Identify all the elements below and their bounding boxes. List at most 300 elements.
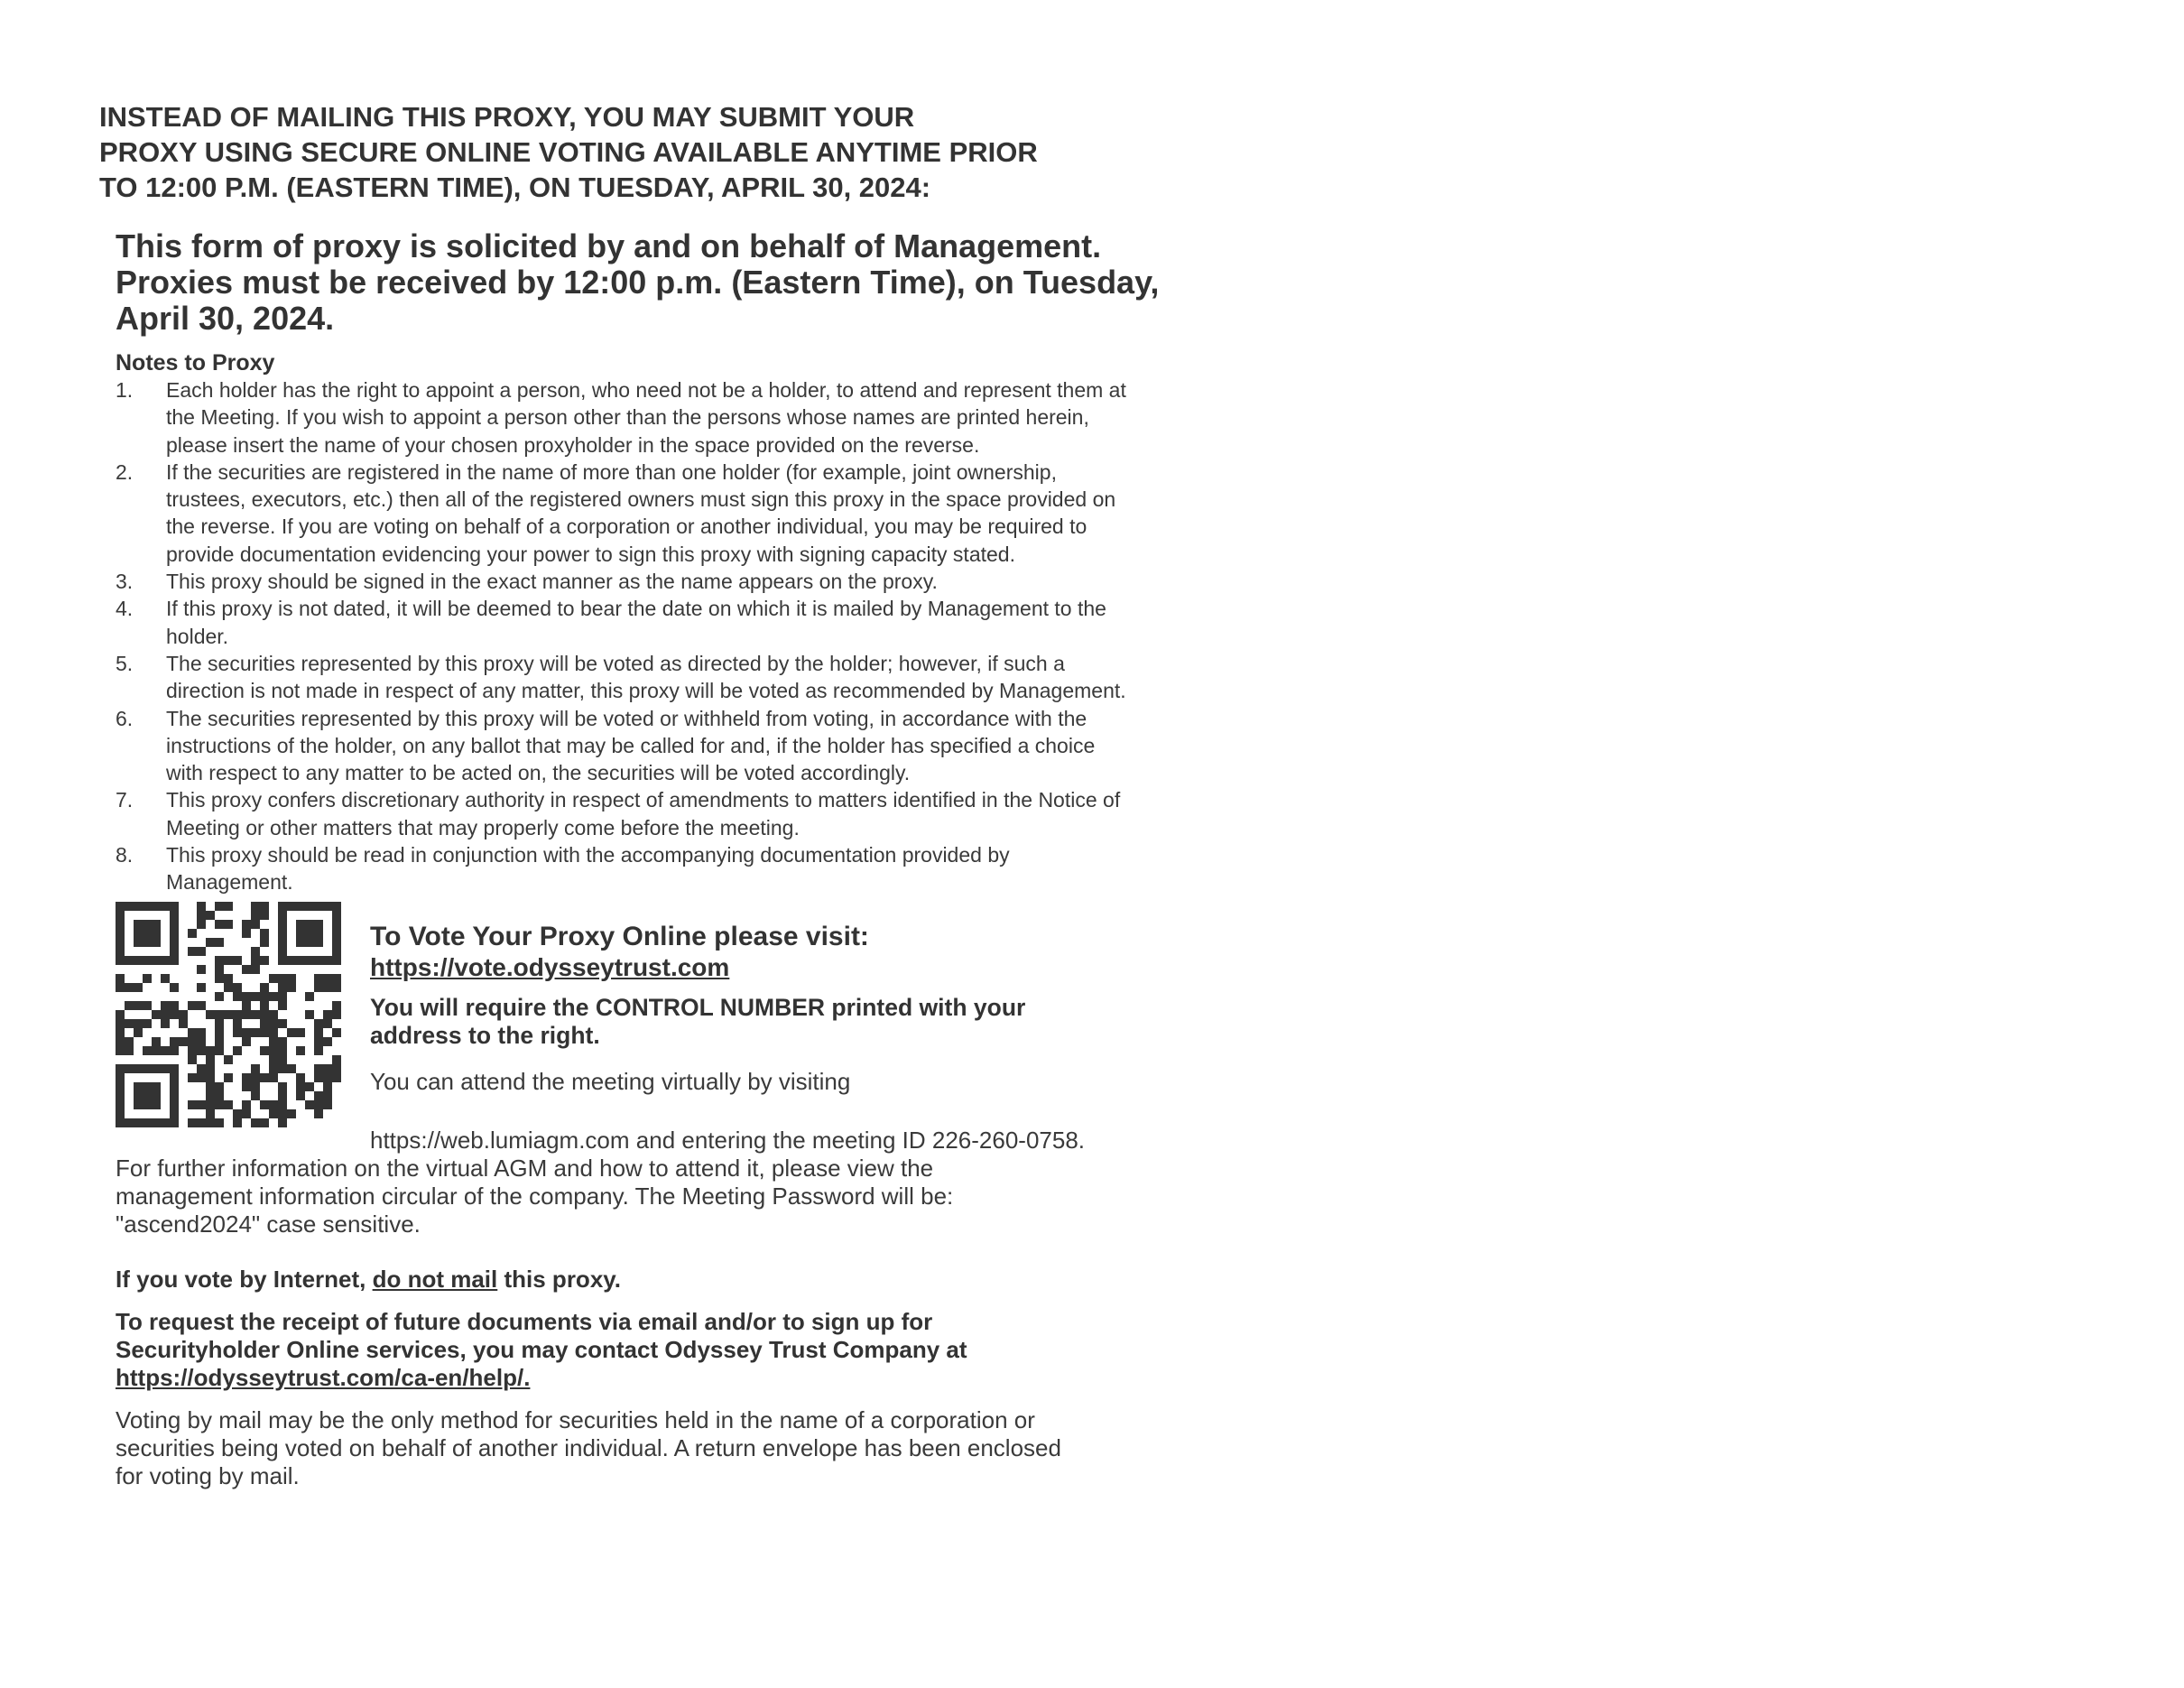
qr-module [170, 1010, 179, 1019]
qr-module [296, 1028, 305, 1037]
qr-module [197, 983, 206, 992]
qr-module [233, 1118, 242, 1127]
note-text: The securities represented by this proxy will be voted or withheld from voting, in accordance with the instructions of the holder, on any ballot that may be called for and, if the holder has specified a choice with respect to any matter to be acted on, the securities will be voted accordingly. [166, 706, 1096, 785]
qr-module [215, 1118, 224, 1127]
note-item [116, 786, 1135, 841]
qr-module [134, 1118, 143, 1127]
qr-module [332, 902, 341, 911]
qr-module [215, 1046, 224, 1055]
qr-module [323, 974, 332, 983]
qr-module [152, 1082, 161, 1091]
qr-module [116, 1118, 125, 1127]
note-item [116, 595, 1135, 650]
qr-module [251, 947, 260, 956]
qr-module [224, 1055, 233, 1064]
qr-module [188, 929, 197, 938]
qr-module [188, 1028, 197, 1037]
online-voting-text [370, 922, 1146, 1096]
qr-module [143, 974, 152, 983]
qr-module [170, 1100, 179, 1109]
qr-module [269, 1019, 278, 1028]
qr-module [278, 983, 287, 992]
qr-module [278, 1109, 287, 1118]
qr-module [269, 1055, 278, 1064]
qr-module [125, 1064, 134, 1073]
qr-module [278, 920, 287, 929]
qr-module [233, 983, 242, 992]
qr-module [116, 983, 125, 992]
qr-module [278, 1082, 287, 1091]
qr-module [170, 947, 179, 956]
qr-module [215, 1100, 224, 1109]
qr-module [332, 938, 341, 947]
qr-module [161, 1046, 170, 1055]
future-documents-request [116, 1308, 1135, 1392]
qr-module [305, 902, 314, 911]
qr-module [305, 1100, 314, 1109]
qr-module [152, 956, 161, 965]
qr-module [134, 1019, 143, 1028]
warning-prefix: If you vote by Internet, [116, 1265, 373, 1293]
qr-module [170, 929, 179, 938]
notes-heading: Notes to Proxy [116, 350, 275, 376]
qr-module [251, 1118, 260, 1127]
qr-module [269, 1073, 278, 1082]
qr-module [152, 902, 161, 911]
qr-module [323, 1037, 332, 1046]
qr-module [116, 1064, 125, 1073]
qr-module [233, 956, 242, 965]
qr-module [197, 1028, 206, 1037]
qr-module [143, 902, 152, 911]
qr-module [134, 956, 143, 965]
qr-module [278, 929, 287, 938]
qr-module [197, 1064, 206, 1073]
qr-module [269, 1010, 278, 1019]
qr-module [323, 1019, 332, 1028]
qr-module [206, 1109, 215, 1118]
qr-module [215, 902, 224, 911]
qr-module [134, 1028, 143, 1037]
online-voting-section [116, 902, 1135, 1127]
qr-module [314, 1109, 323, 1118]
qr-module [197, 947, 206, 956]
note-text: This proxy should be signed in the exact manner as the name appears on the proxy. [166, 570, 938, 594]
qr-module [170, 938, 179, 947]
virtual-meeting-line: "ascend2024" case sensitive. [116, 1210, 421, 1238]
virtual-meeting-intro: You can attend the meeting virtually by visiting [370, 1067, 851, 1095]
qr-module [332, 1001, 341, 1010]
qr-module [269, 1046, 278, 1055]
qr-module [296, 1091, 305, 1100]
solicitation-line: Proxies must be received by 12:00 p.m. (Eastern Time), on Tuesday, [116, 264, 1160, 301]
qr-module [134, 1082, 143, 1091]
qr-module [170, 956, 179, 965]
qr-module [260, 1100, 269, 1109]
qr-module [251, 902, 260, 911]
qr-module [242, 1028, 251, 1037]
qr-module [116, 929, 125, 938]
qr-module [260, 902, 269, 911]
qr-module [332, 974, 341, 983]
qr-module [188, 1046, 197, 1055]
qr-module [251, 965, 260, 974]
qr-module [242, 965, 251, 974]
note-number: 6. [116, 706, 134, 730]
qr-module [152, 929, 161, 938]
qr-module [215, 938, 224, 947]
qr-module [224, 1073, 233, 1082]
qr-module [260, 956, 269, 965]
qr-module [296, 920, 305, 929]
qr-module [332, 1073, 341, 1082]
qr-module [170, 1037, 179, 1046]
qr-module [143, 1046, 152, 1055]
qr-module [206, 1082, 215, 1091]
note-text: If this proxy is not dated, it will be deemed to bear the date on which it is mailed by Management to the holder. [166, 597, 1106, 648]
qr-module [260, 1019, 269, 1028]
qr-module [314, 1019, 323, 1028]
qr-module [224, 974, 233, 983]
warning-suffix: this proxy. [497, 1265, 622, 1293]
qr-module [116, 1109, 125, 1118]
qr-module [332, 1064, 341, 1073]
qr-module [260, 938, 269, 947]
qr-module [188, 1055, 197, 1064]
qr-module [242, 1001, 251, 1010]
qr-module [287, 1064, 296, 1073]
qr-module [161, 974, 170, 983]
qr-module [287, 1028, 296, 1037]
qr-module [224, 1010, 233, 1019]
qr-module [206, 938, 215, 947]
qr-module [332, 1055, 341, 1064]
qr-module [278, 992, 287, 1001]
qr-module [287, 974, 296, 983]
qr-module [116, 920, 125, 929]
request-line: Securityholder Online services, you may contact Odyssey Trust Company at [116, 1335, 967, 1363]
qr-module [116, 974, 125, 983]
vote-website-link[interactable]: https://vote.odysseytrust.com [370, 952, 730, 981]
qr-module [152, 1037, 161, 1046]
qr-module [188, 1100, 197, 1109]
qr-module [314, 983, 323, 992]
qr-module [278, 1055, 287, 1064]
qr-module [197, 911, 206, 920]
qr-module [260, 1028, 269, 1037]
qr-module [251, 911, 260, 920]
qr-module [143, 1118, 152, 1127]
qr-module [314, 1037, 323, 1046]
qr-module [116, 938, 125, 947]
qr-module [278, 902, 287, 911]
qr-module [332, 1028, 341, 1037]
qr-module [116, 911, 125, 920]
qr-module [170, 1082, 179, 1091]
qr-module [251, 1010, 260, 1019]
qr-module [296, 938, 305, 947]
qr-module [323, 1100, 332, 1109]
qr-module [143, 1019, 152, 1028]
qr-module [116, 1010, 125, 1019]
qr-module [314, 1028, 323, 1037]
virtual-meeting-line: For further information on the virtual AGM and how to attend it, please view the [116, 1154, 934, 1182]
qr-module [143, 1082, 152, 1091]
qr-module [278, 1001, 287, 1010]
qr-module [152, 920, 161, 929]
qr-module [125, 1019, 134, 1028]
qr-module [125, 1037, 134, 1046]
qr-module [215, 1091, 224, 1100]
qr-module [197, 965, 206, 974]
note-text: Each holder has the right to appoint a person, who need not be a holder, to attend and represent them at the Meeting. If you wish to appoint a person other than the persons whose names are printed herein, please insert the name of your chosen proxyholder in the space provided on the reverse. [166, 378, 1126, 457]
qr-module [116, 1028, 125, 1037]
online-vote-heading: To Vote Your Proxy Online please visit: [370, 921, 869, 951]
qr-module [152, 1100, 161, 1109]
qr-module [152, 938, 161, 947]
qr-module [233, 1109, 242, 1118]
qr-module [242, 1073, 251, 1082]
qr-module [269, 1064, 278, 1073]
qr-module [242, 992, 251, 1001]
qr-module [116, 1037, 125, 1046]
qr-module [224, 956, 233, 965]
qr-module [269, 1109, 278, 1118]
qr-module [170, 902, 179, 911]
qr-module [215, 920, 224, 929]
qr-module [170, 1118, 179, 1127]
qr-module [314, 1046, 323, 1055]
qr-module [305, 1082, 314, 1091]
qr-module [332, 983, 341, 992]
qr-module [161, 1010, 170, 1019]
qr-module [251, 992, 260, 1001]
note-text: This proxy confers discretionary authority in respect of amendments to matters identified in the Notice of Meeting or other matters that may properly come before the meeting. [166, 788, 1121, 839]
qr-module [269, 1100, 278, 1109]
qr-module [206, 1064, 215, 1073]
qr-module [305, 956, 314, 965]
request-line: To request the receipt of future documents via email and/or to sign up for [116, 1307, 933, 1335]
qr-module [332, 956, 341, 965]
qr-module [170, 1046, 179, 1055]
qr-module [251, 956, 260, 965]
qr-module [134, 938, 143, 947]
qr-module [206, 1055, 215, 1064]
qr-module [305, 992, 314, 1001]
qr-module [278, 956, 287, 965]
qr-module [179, 1019, 188, 1028]
qr-module [143, 929, 152, 938]
qr-module [215, 1037, 224, 1046]
qr-module [161, 1001, 170, 1010]
qr-module [125, 956, 134, 965]
qr-module [116, 1073, 125, 1082]
qr-module [242, 1109, 251, 1118]
qr-module [197, 1100, 206, 1109]
qr-module [161, 902, 170, 911]
qr-module [224, 920, 233, 929]
qr-module [269, 974, 278, 983]
qr-module [260, 1118, 269, 1127]
qr-module [197, 1073, 206, 1082]
qr-module [170, 1109, 179, 1118]
qr-module [116, 902, 125, 911]
solicitation-statement [116, 227, 1160, 337]
qr-module [260, 929, 269, 938]
qr-module [314, 920, 323, 929]
qr-module [278, 1118, 287, 1127]
note-number: 2. [116, 459, 134, 484]
virtual-meeting-details [116, 1127, 1135, 1238]
qr-module [323, 1010, 332, 1019]
qr-module [134, 983, 143, 992]
qr-module [278, 947, 287, 956]
qr-module [206, 911, 215, 920]
qr-module [260, 911, 269, 920]
qr-module [125, 1046, 134, 1055]
qr-module [206, 1046, 215, 1055]
qr-module [323, 902, 332, 911]
qr-module [251, 920, 260, 929]
qr-module [260, 1010, 269, 1019]
odyssey-help-link[interactable]: https://odysseytrust.com/ca-en/help/. [116, 1363, 531, 1391]
qr-module [251, 1082, 260, 1091]
qr-module [170, 1001, 179, 1010]
qr-module [206, 1091, 215, 1100]
qr-module [197, 1118, 206, 1127]
qr-module [323, 983, 332, 992]
qr-module [116, 1046, 125, 1055]
qr-module [314, 974, 323, 983]
internet-vote-warning [116, 1266, 1135, 1294]
qr-module [197, 1037, 206, 1046]
banner-line: PROXY USING SECURE ONLINE VOTING AVAILABLE ANYTIME PRIOR [99, 136, 1038, 168]
qr-module [134, 1001, 143, 1010]
qr-module [215, 992, 224, 1001]
qr-module [323, 1064, 332, 1073]
qr-module [296, 956, 305, 965]
qr-module [134, 920, 143, 929]
qr-module [206, 1118, 215, 1127]
qr-module [215, 1028, 224, 1037]
qr-module [197, 1001, 206, 1010]
qr-module [197, 1046, 206, 1055]
qr-module [278, 1037, 287, 1046]
qr-module [332, 947, 341, 956]
note-number: 4. [116, 597, 134, 621]
note-item [116, 568, 1135, 595]
qr-module [206, 1073, 215, 1082]
qr-module [143, 1001, 152, 1010]
qr-module [143, 920, 152, 929]
qr-module [314, 1100, 323, 1109]
qr-module [197, 920, 206, 929]
banner-line: INSTEAD OF MAILING THIS PROXY, YOU MAY SUBMIT YOUR [99, 101, 915, 133]
qr-module [134, 929, 143, 938]
qr-module [170, 1073, 179, 1082]
qr-module [152, 1091, 161, 1100]
qr-module [134, 902, 143, 911]
qr-module [278, 938, 287, 947]
qr-module [215, 1082, 224, 1091]
qr-module [269, 1037, 278, 1046]
qr-module [215, 974, 224, 983]
qr-module [161, 1019, 170, 1028]
qr-module [179, 1037, 188, 1046]
note-number: 5. [116, 651, 134, 675]
qr-module [170, 983, 179, 992]
qr-module [269, 992, 278, 1001]
qr-module [332, 911, 341, 920]
mail-note-line: Voting by mail may be the only method for securities held in the name of a corporation or [116, 1405, 1035, 1433]
control-number-note [370, 994, 1146, 1050]
qr-module [296, 929, 305, 938]
qr-module [278, 1046, 287, 1055]
qr-module [116, 1091, 125, 1100]
qr-module [116, 1100, 125, 1109]
qr-module [323, 1091, 332, 1100]
note-item [116, 650, 1135, 705]
qr-module [242, 929, 251, 938]
qr-module [215, 1010, 224, 1019]
virtual-meeting-line: management information circular of the company. The Meeting Password will be: [116, 1182, 954, 1210]
qr-module [188, 1073, 197, 1082]
qr-module [134, 1064, 143, 1073]
qr-module [314, 929, 323, 938]
qr-module [332, 920, 341, 929]
qr-module [296, 1082, 305, 1091]
qr-module [143, 1091, 152, 1100]
qr-module [278, 1091, 287, 1100]
qr-module [152, 1118, 161, 1127]
qr-module [116, 956, 125, 965]
qr-module [251, 1028, 260, 1037]
control-note-line: address to the right. [370, 1021, 600, 1049]
qr-module [296, 902, 305, 911]
qr-module [305, 938, 314, 947]
qr-module [152, 1064, 161, 1073]
qr-module [242, 1037, 251, 1046]
qr-module [332, 929, 341, 938]
qr-module [170, 1091, 179, 1100]
qr-module [251, 1091, 260, 1100]
qr-module [188, 1001, 197, 1010]
qr-module [323, 1073, 332, 1082]
qr-module [116, 1019, 125, 1028]
qr-module [116, 947, 125, 956]
qr-module [314, 1091, 323, 1100]
qr-module [278, 974, 287, 983]
qr-module [134, 1100, 143, 1109]
qr-module [224, 983, 233, 992]
qr-module [278, 1100, 287, 1109]
qr-module [260, 992, 269, 1001]
note-number: 7. [116, 788, 134, 812]
qr-code-icon[interactable] [116, 902, 341, 1127]
note-number: 1. [116, 378, 134, 402]
qr-module [296, 1046, 305, 1055]
qr-module [251, 1064, 260, 1073]
qr-module [188, 947, 197, 956]
mail-note-line: for voting by mail. [116, 1461, 300, 1489]
qr-module [215, 1019, 224, 1028]
note-number: 8. [116, 843, 134, 867]
qr-module [206, 1010, 215, 1019]
warning-emphasis: do not mail [372, 1265, 498, 1293]
qr-module [188, 1118, 197, 1127]
qr-module [305, 1010, 314, 1019]
qr-module [287, 1109, 296, 1118]
